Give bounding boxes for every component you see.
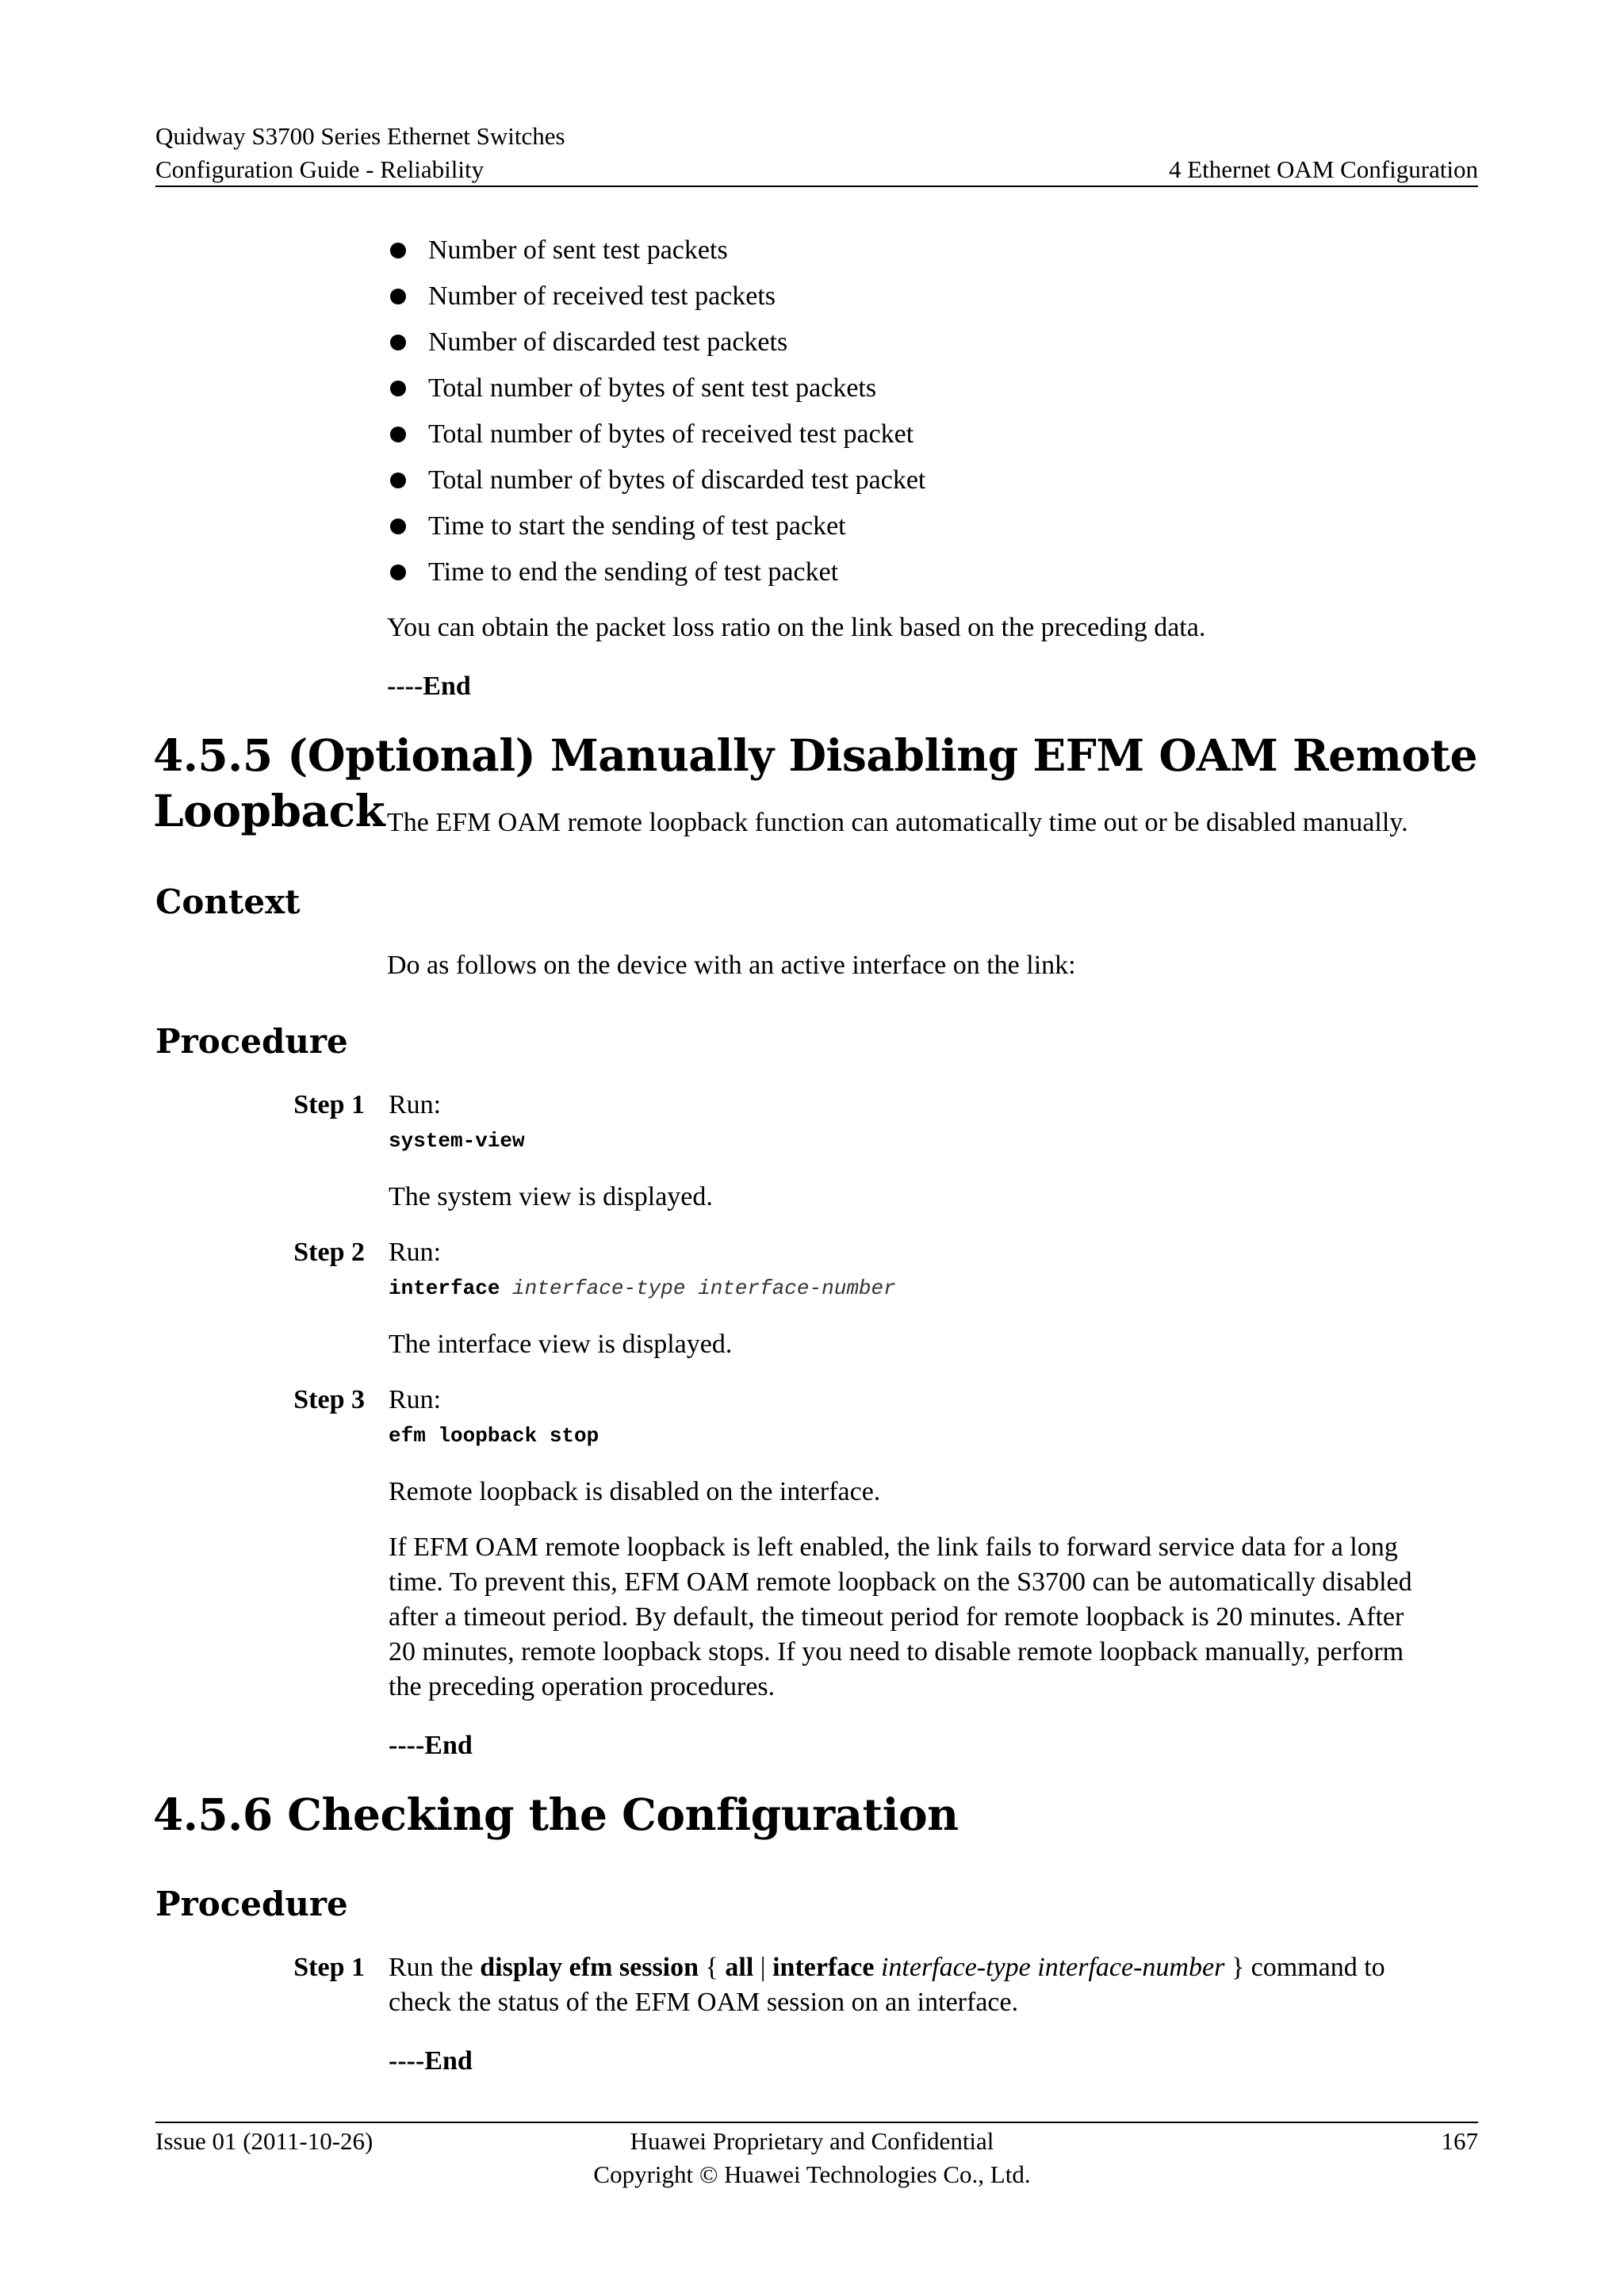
list-item: Total number of bytes of sent test packets xyxy=(387,371,925,417)
context-heading: Context xyxy=(155,882,301,921)
end-marker: ----End xyxy=(389,1731,473,1760)
footer-issue: Issue 01 (2011-10-26) xyxy=(155,2127,373,2155)
step-run: Run: xyxy=(389,1238,442,1267)
bullet-list xyxy=(387,233,925,601)
header-chapter: 4 Ethernet OAM Configuration xyxy=(1168,155,1478,183)
timeout-note: If EFM OAM remote loopback is left enabled, the link fails to forward service data for a long time. To prevent this, EFM OAM remote loopback on the S3700 can be automatically disabled after a timeout period. By default, the timeout period for remote loopback is 20 minutes. After 20 minutes, remote loopback stops. If you need to disable remote loopback manually, perform the preceding operation procedures. xyxy=(389,1533,1412,1701)
context-text: Do as follows on the device with an active interface on the link: xyxy=(387,951,1076,980)
command-text: system-view xyxy=(389,1129,525,1153)
list-item: Total number of bytes of discarded test packet xyxy=(387,463,925,509)
command-text: efm loopback stop xyxy=(389,1424,599,1448)
step-result: The interface view is displayed. xyxy=(389,1330,733,1359)
packet-loss-note: You can obtain the packet loss ratio on the link based on the preceding data. xyxy=(387,613,1206,642)
header-subtitle: Configuration Guide - Reliability xyxy=(155,155,485,183)
bullet-icon xyxy=(390,473,406,488)
bullet-icon xyxy=(390,519,406,534)
list-item: Time to end the sending of test packet xyxy=(387,555,925,601)
section-title-4-5-5: 4.5.5 (Optional) Manually Disabling EFM OAM Remote Loopback xyxy=(153,729,1477,836)
step-label: Step 1 xyxy=(293,1953,365,1982)
end-marker: ----End xyxy=(387,672,471,701)
header-title: Quidway S3700 Series Ethernet Switches xyxy=(155,122,565,150)
page-number: 167 xyxy=(1441,2127,1478,2155)
list-item: Time to start the sending of test packet xyxy=(387,509,925,555)
list-item: Number of discarded test packets xyxy=(387,325,925,371)
footer-rule xyxy=(155,2122,1478,2123)
check-step-text: Run the display efm session { all | interface interface-type interface-number } command to check the status of the EFM OAM session on an interface. xyxy=(389,1953,1385,2017)
bullet-icon xyxy=(390,243,406,258)
bullet-icon xyxy=(390,564,406,580)
step-label: Step 1 xyxy=(293,1090,365,1119)
step-run: Run: xyxy=(389,1090,442,1119)
procedure-heading: Procedure xyxy=(155,1022,348,1061)
command-text: interface interface-type interface-number xyxy=(389,1276,896,1300)
bullet-icon xyxy=(390,335,406,350)
list-item: Total number of bytes of received test packet xyxy=(387,417,925,463)
step-result: The system view is displayed. xyxy=(389,1182,713,1211)
procedure-heading: Procedure xyxy=(155,1885,348,1923)
end-marker: ----End xyxy=(389,2046,473,2076)
bullet-icon xyxy=(390,381,406,396)
list-item: Number of sent test packets xyxy=(387,233,925,279)
list-item: Number of received test packets xyxy=(387,279,925,325)
bullet-icon xyxy=(390,289,406,304)
step-label: Step 3 xyxy=(293,1385,365,1414)
step-result: Remote loopback is disabled on the interface. xyxy=(389,1477,881,1506)
bullet-icon xyxy=(390,427,406,442)
footer-confidential: Huawei Proprietary and Confidential xyxy=(630,2127,994,2155)
header-rule xyxy=(155,186,1478,187)
step-label: Step 2 xyxy=(293,1238,365,1267)
step-run: Run: xyxy=(389,1385,442,1414)
section-title-4-5-6: 4.5.6 Checking the Configuration xyxy=(153,1789,959,1840)
section-summary: The EFM OAM remote loopback function can automatically time out or be disabled manually. xyxy=(387,808,1408,837)
footer-copyright: Copyright © Huawei Technologies Co., Ltd. xyxy=(593,2160,1031,2188)
